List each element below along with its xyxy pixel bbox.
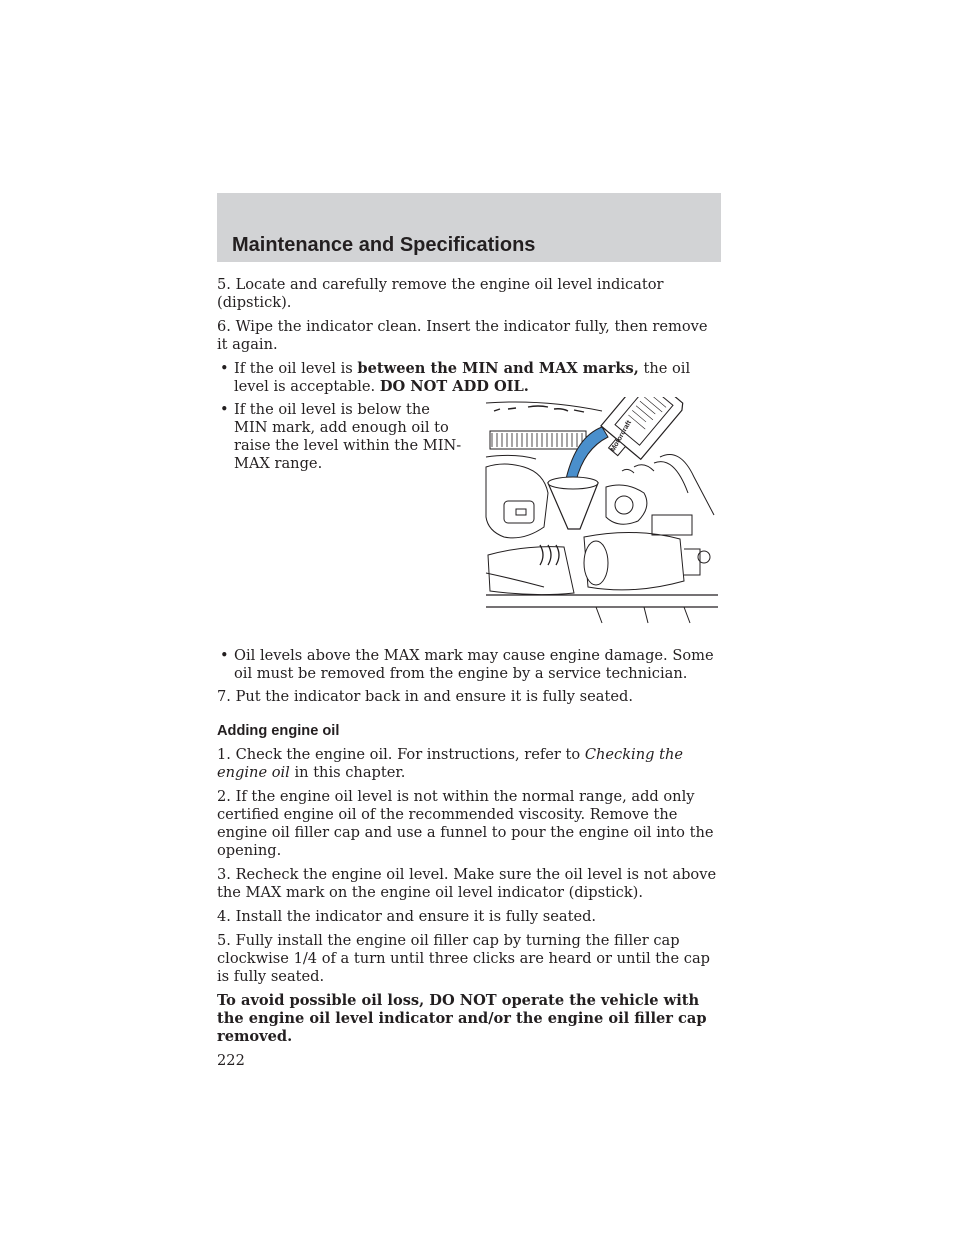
add-step-1-tail: in this chapter.	[289, 764, 406, 781]
step-7: 7. Put the indicator back in and ensure it is fully seated.	[217, 688, 633, 705]
add-step-1-ref: Checking the engine oil	[217, 746, 683, 781]
bottle-label: Motorcraft	[609, 419, 634, 453]
add-step-1	[217, 746, 722, 782]
add-step-4: 4. Install the indicator and ensure it is fully seated.	[217, 908, 597, 925]
header-band	[217, 193, 721, 262]
oil-loss-warning: To avoid possible oil loss, DO NOT operate the vehicle with the engine oil level indicator and/or the engine oil filler cap removed.	[217, 992, 707, 1045]
page-title: Maintenance and Specifications	[232, 234, 536, 256]
bullet-text: If the oil level is	[234, 360, 358, 377]
bullet-oil-below-min: • If the oil level is below the MIN mark, add enough oil to raise the level within the MIN-MAX range.	[217, 401, 462, 473]
figure-row	[217, 401, 722, 647]
page-content	[217, 276, 722, 1070]
bullet-text-mid: the oil level is acceptable.	[234, 360, 691, 395]
engine-oil-fill-illustration	[484, 397, 722, 625]
step-6: 6. Wipe the indicator clean. Insert the indicator fully, then remove it again.	[217, 318, 708, 353]
bullet-bold-do-not-add: DO NOT ADD OIL.	[379, 378, 529, 395]
bullet-oil-acceptable	[217, 360, 722, 396]
bullet-bold-range: between the MIN and MAX marks,	[357, 360, 639, 377]
page-number: 222	[217, 1052, 245, 1069]
add-step-3: 3. Recheck the engine oil level. Make sure the oil level is not above the MAX mark on the engine oil level indicator (dipstick).	[217, 866, 717, 901]
section-heading-adding-oil: Adding engine oil	[217, 723, 340, 739]
add-step-1-text: 1. Check the engine oil. For instructions, refer to	[217, 746, 585, 763]
add-step-5: 5. Fully install the engine oil filler cap by turning the filler cap clockwise 1/4 of a turn until three clicks are heard or until the cap is fully seated.	[217, 932, 711, 985]
add-step-2: 2. If the engine oil level is not within the normal range, add only certified engine oil of the recommended viscosity. Remove the engine oil filler cap and use a funnel to pour the engine oil into the opening.	[217, 788, 714, 859]
step-5: 5. Locate and carefully remove the engine oil level indicator (dipstick).	[217, 276, 664, 311]
bullet-oil-above-max: • Oil levels above the MAX mark may cause engine damage. Some oil must be removed from the engine by a service technician.	[217, 647, 722, 683]
